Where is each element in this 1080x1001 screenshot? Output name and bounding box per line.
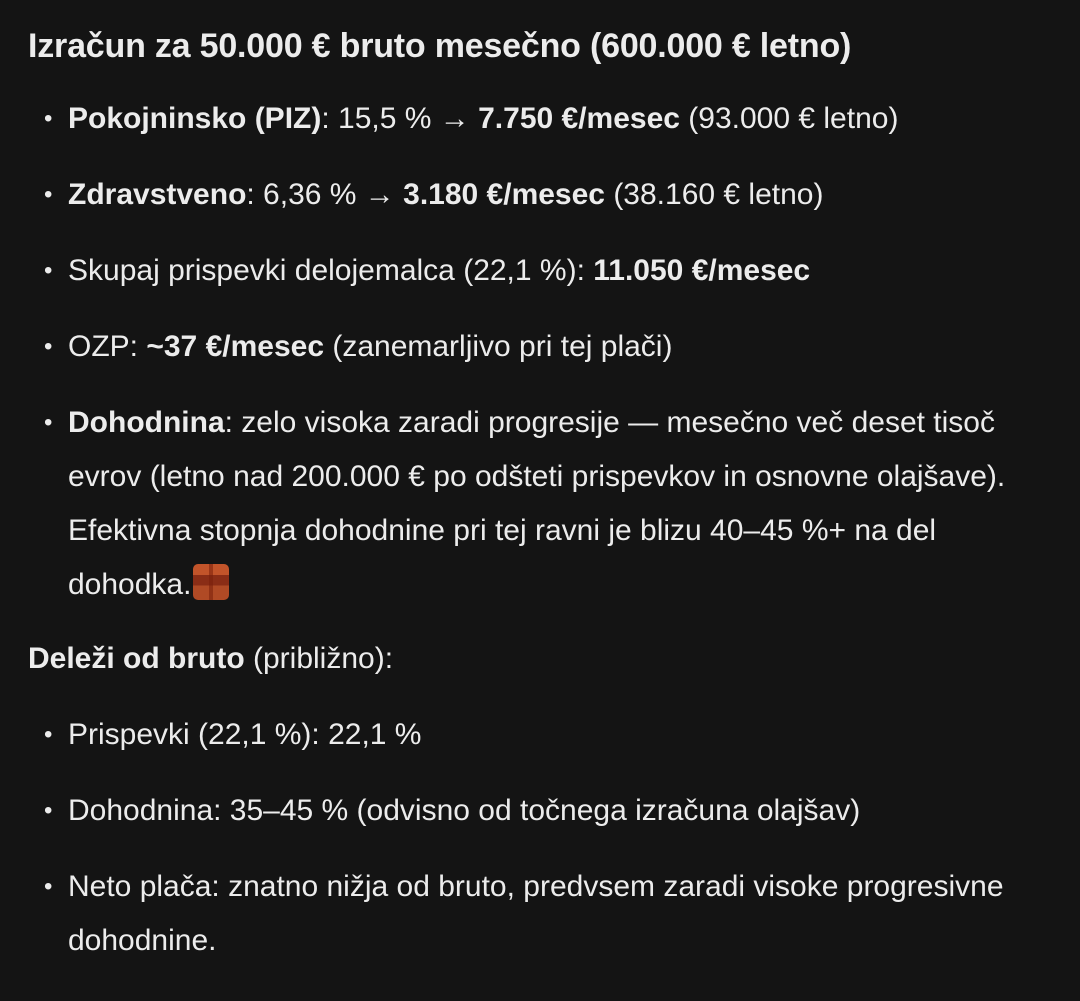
item-label: Dohodnina bbox=[68, 406, 225, 439]
item-text: OZP: bbox=[68, 330, 147, 363]
item-amount: 11.050 €/mesec bbox=[593, 254, 811, 287]
item-amount: 3.180 €/mesec bbox=[403, 178, 605, 211]
item-text: : 6,36 % → bbox=[246, 178, 404, 211]
item-text: Skupaj prispevki delojemalca (22,1 %): bbox=[68, 254, 594, 287]
list-item-prispevki bbox=[28, 708, 1068, 762]
bullet: • bbox=[44, 181, 53, 208]
bullet: • bbox=[44, 797, 53, 824]
list-item-zdravstveno bbox=[28, 168, 1068, 222]
bullet: • bbox=[44, 333, 53, 360]
item-text: Prispevki (22,1 %): 22,1 % bbox=[68, 718, 422, 751]
item-note: (93.000 € letno) bbox=[679, 102, 899, 135]
item-note: (zanemarljivo pri tej plači) bbox=[324, 330, 673, 363]
calculation-heading: Izračun za 50.000 € bruto mesečno (600.000 € letno) bbox=[28, 27, 852, 65]
bullet: • bbox=[44, 409, 53, 436]
shares-heading-label: Deleži od bruto bbox=[28, 642, 245, 675]
item-text: : 15,5 % → bbox=[321, 102, 479, 135]
bullet: • bbox=[44, 721, 53, 748]
list-item-ozp bbox=[28, 320, 1068, 374]
shares-heading bbox=[28, 632, 1068, 686]
item-amount: ~37 €/mesec bbox=[146, 330, 324, 363]
bullet: • bbox=[44, 257, 53, 284]
bullet: • bbox=[44, 873, 53, 900]
item-note: (38.160 € letno) bbox=[604, 178, 824, 211]
item-text: : zelo visoka zaradi progresije — mesečno več deset tisoč evrov (letno nad 200.000 € po odšteti prispevkov in osnovne olajšave). Efektivna stopnja dohodnine pri tej ravni je blizu 40–45 %+ na del dohodka. bbox=[68, 406, 1006, 601]
bullet: • bbox=[44, 105, 53, 132]
list-item-pokojninsko bbox=[28, 92, 1068, 146]
item-text: Neto plača: znatno nižja od bruto, predvsem zaradi visoke progresivne dohodnine. bbox=[68, 870, 1004, 957]
list-item-dohodnina bbox=[28, 396, 1048, 612]
list-item-dohodnina-share bbox=[28, 784, 1068, 838]
contributions-list bbox=[28, 92, 1068, 612]
shares-list bbox=[28, 708, 1068, 968]
source-citation-icon[interactable] bbox=[193, 564, 229, 600]
response-content bbox=[28, 18, 1068, 968]
shares-heading-note: (približno): bbox=[244, 642, 394, 675]
item-label: Pokojninsko (PIZ) bbox=[68, 102, 322, 135]
item-text: Dohodnina: 35–45 % (odvisno od točnega izračuna olajšav) bbox=[68, 794, 861, 827]
list-item-neto bbox=[28, 860, 1048, 968]
item-amount: 7.750 €/mesec bbox=[478, 102, 680, 135]
item-label: Zdravstveno bbox=[68, 178, 247, 211]
list-item-skupaj bbox=[28, 244, 1068, 298]
